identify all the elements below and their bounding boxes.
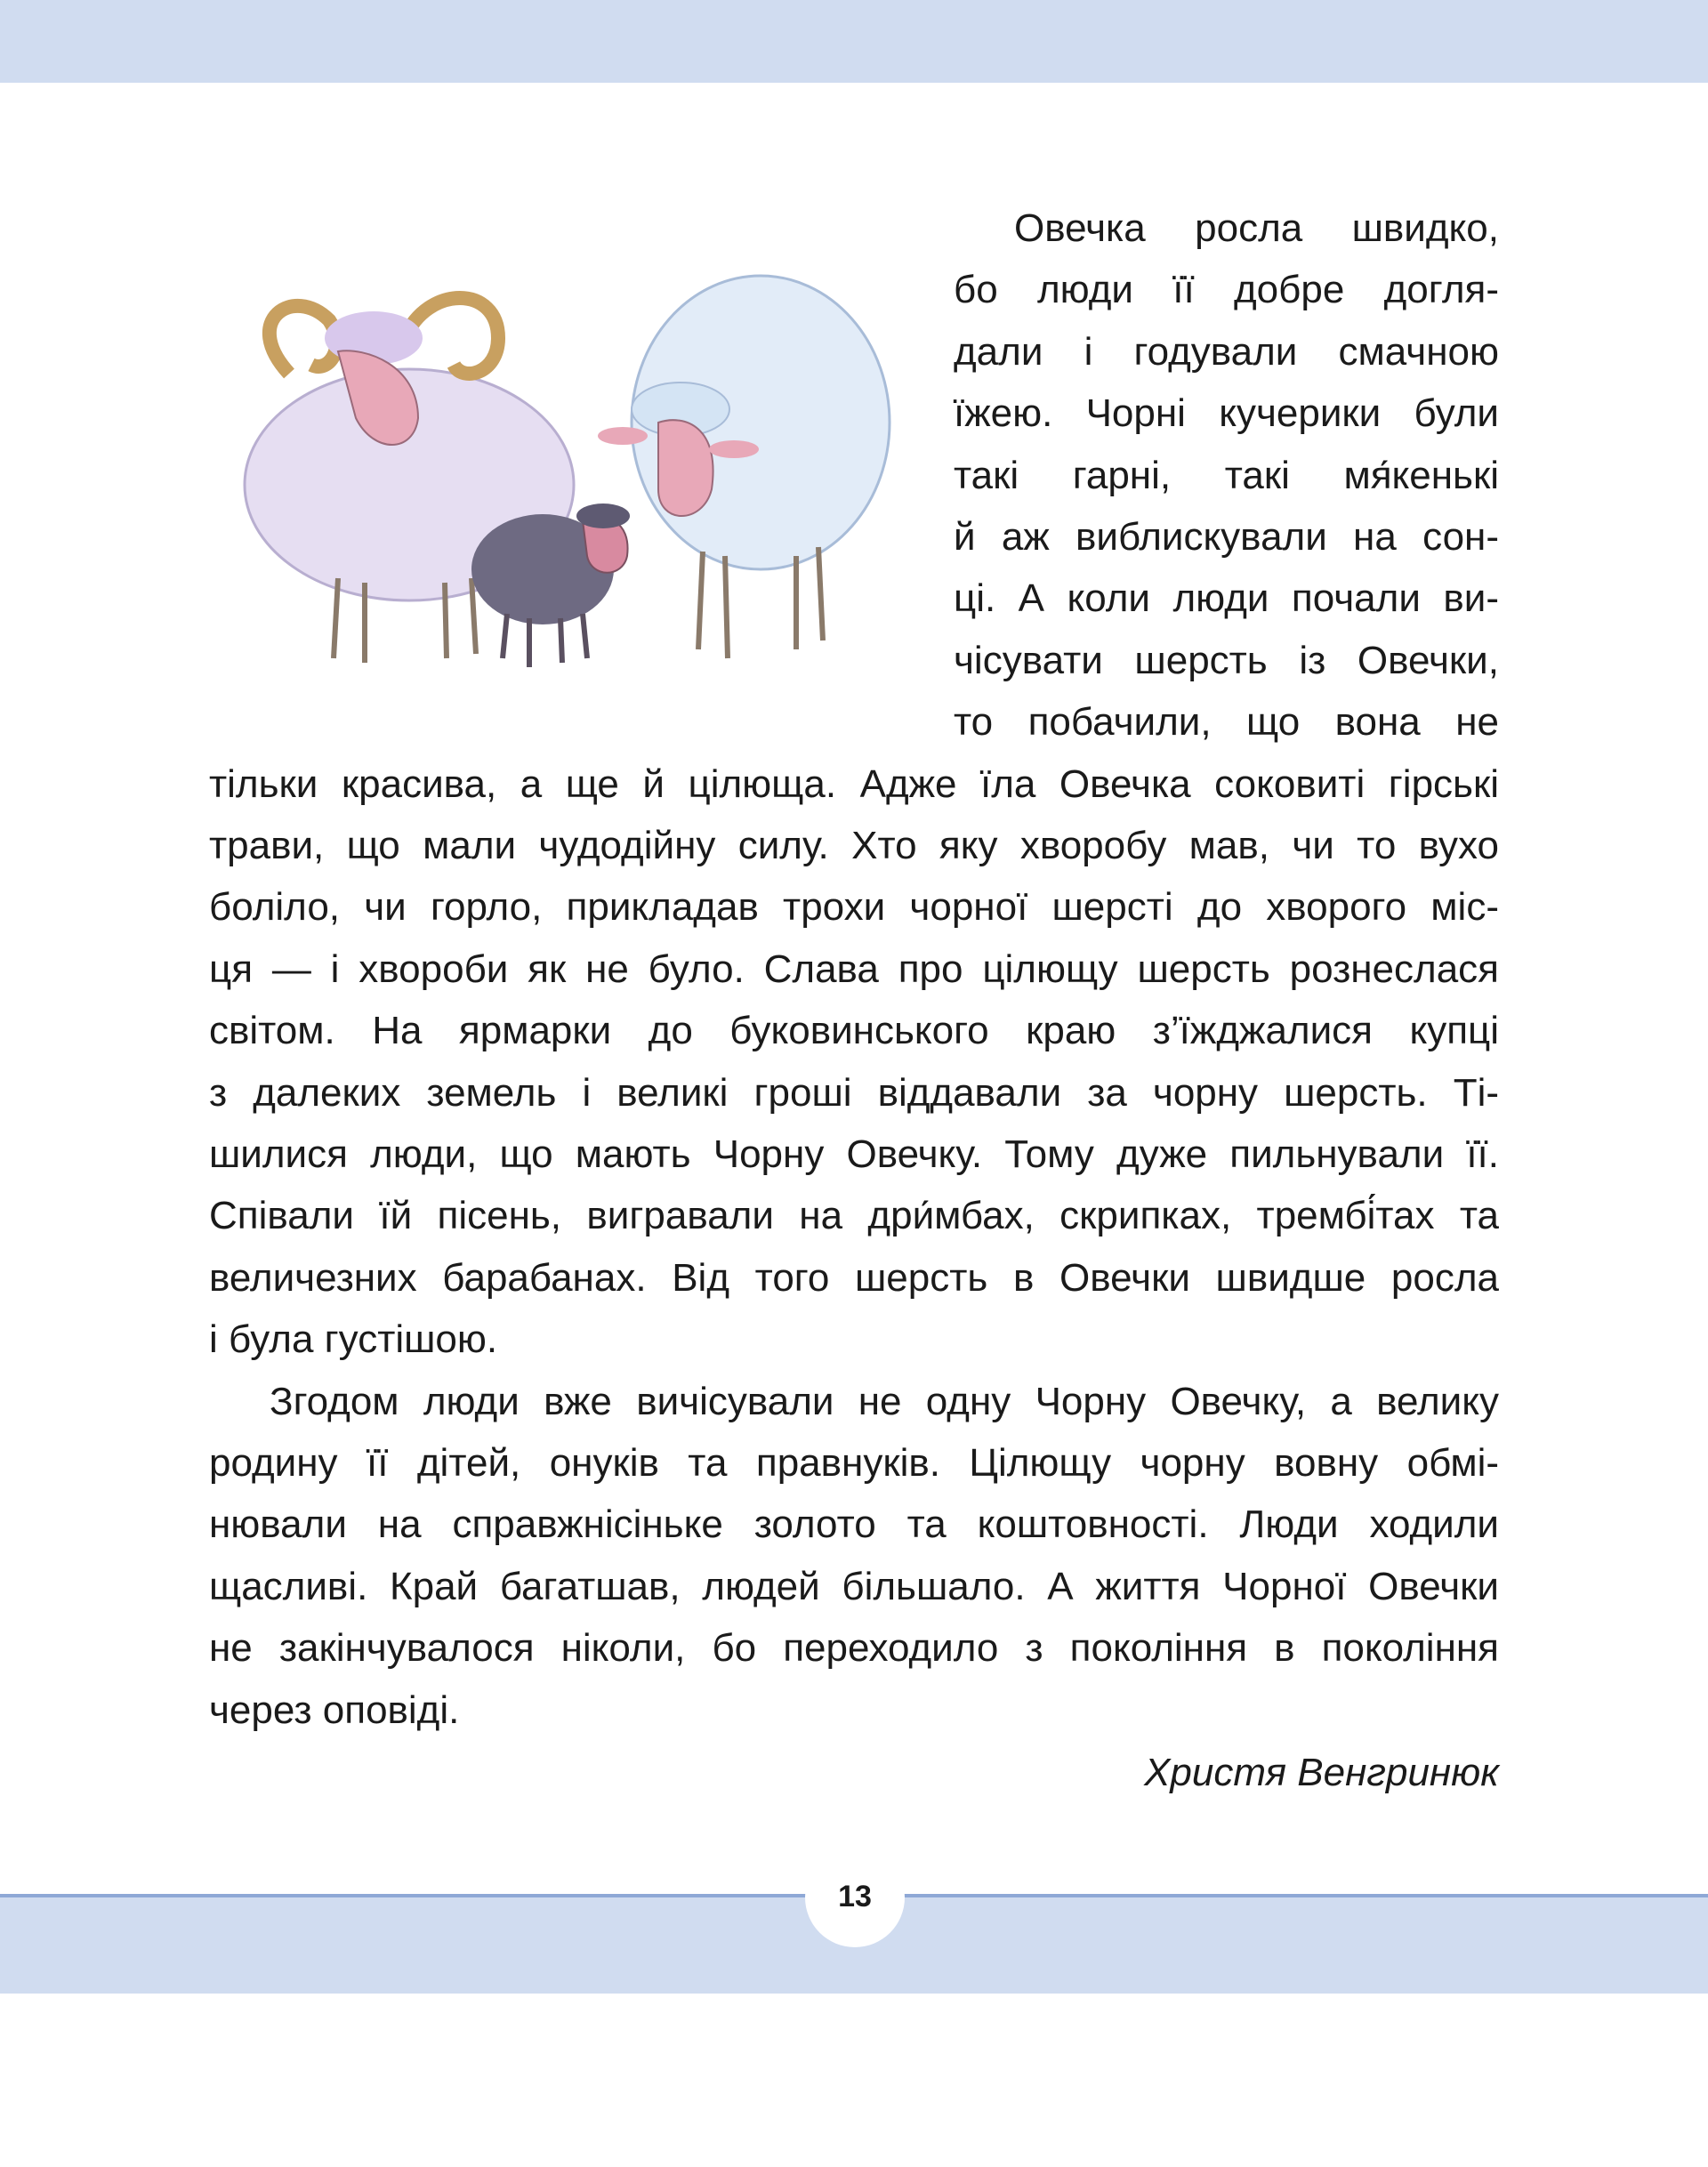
text-line: боліло, чи горло, прикладав трохи чорної шерсті до хворого міс- [209, 885, 1499, 930]
text-line: трави, що мали чудодійну силу. Хто яку хворобу мав, чи то вухо [209, 824, 1499, 867]
text-line: тільки красива, а ще й цілюща. Адже їла Овечка соковиті гірські [209, 761, 1499, 806]
text-line: через оповіді. [209, 1688, 460, 1732]
text-line: такі гарні, такі мя́кенькі [954, 453, 1499, 497]
text-line: ця — і хвороби як не було. Слава про цілющу шерсть рознеслася [209, 947, 1499, 991]
text-line: щасливі. Край багатшав, людей більшало. А життя Чорної Овечки [209, 1564, 1499, 1608]
text-line: з далеких земель і великі гроші віддавали за чорну шерсть. Ті- [209, 1070, 1499, 1115]
text-line: Згодом люди вже вичісували не одну Чорну Овечку, а велику [270, 1379, 1499, 1423]
text-line: чісувати шерсть із Овечки, [954, 638, 1499, 682]
text-line: світом. На ярмарки до буковинського краю з’їжджалися купці [209, 1009, 1499, 1053]
text-line: дали і годували смачною [954, 329, 1499, 374]
text-line: і була густішою. [209, 1317, 498, 1362]
text-line: величезних барабанах. Від того шерсть в Овечки швидше росла [209, 1255, 1499, 1300]
page-number: 13 [838, 1880, 872, 1913]
text-line: родину її дітей, онуків та правнуків. Цілющу чорну вовну обмі- [209, 1441, 1499, 1485]
text-line: шилися люди, що мають Чорну Овечку. Тому дуже пильнували її. [209, 1132, 1499, 1176]
text-line: не закінчувалося ніколи, бо переходило з покоління в покоління [209, 1626, 1499, 1671]
text-line: їжею. Чорні кучерики були [954, 391, 1499, 436]
text-line: бо люди її добре догля- [954, 268, 1499, 312]
sheep-illustration [240, 267, 907, 685]
text-line: Співали їй пісень, вигравали на дри́мбах, скрипках, трембі́тах та [209, 1194, 1499, 1238]
header-band [0, 0, 1708, 83]
author-signature: Христя Венгринюк [1144, 1751, 1499, 1794]
text-line: то побачили, що вона не [954, 700, 1499, 745]
text-line: нювали на справжнісіньке золото та коштовності. Люди ходили [209, 1502, 1499, 1547]
text-line: Овечка росла швидко, [1014, 206, 1499, 250]
text-line: й аж виблискували на сон- [954, 515, 1499, 559]
ewe-figure [598, 276, 890, 658]
text-line: ці. А коли люди почали ви- [954, 576, 1499, 621]
